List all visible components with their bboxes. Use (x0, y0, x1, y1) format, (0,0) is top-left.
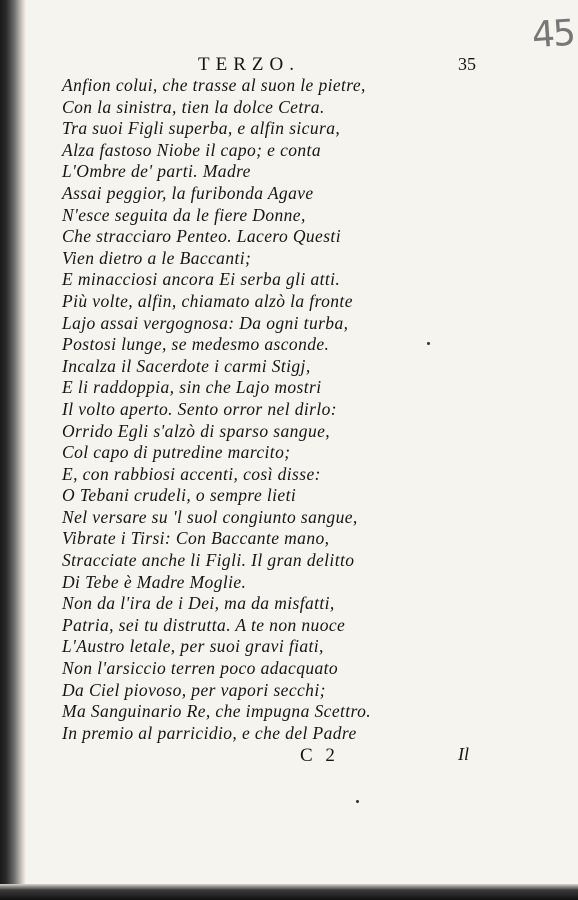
verse-line: Di Tebe è Madre Moglie. (62, 571, 247, 592)
verse-line: Vibrate i Tirsi: Con Baccante mano, (62, 528, 330, 549)
verse-line: Tra suoi Figli superba, e alfin sicura, (62, 118, 341, 139)
binding-gutter (0, 0, 26, 900)
verse-line: Nel versare su 'l suol congiunto sangue, (62, 506, 358, 527)
verse-line: L'Ombre de' parti. Madre (62, 161, 251, 182)
ink-speck (356, 800, 359, 803)
verse-line: Da Ciel piovoso, per vapori secchi; (62, 679, 326, 700)
verse-line: In premio al parricidio, e che del Padre (62, 722, 357, 743)
verse-line: Col capo di putredine marcito; (62, 442, 291, 463)
verse-line: O Tebani crudeli, o sempre lieti (62, 485, 297, 506)
verse-line: Non l'arsiccio terren poco adacquato (62, 658, 339, 679)
handwritten-folio-number: 45 (530, 12, 576, 57)
verse-line: E li raddoppia, sin che Lajo mostri (62, 377, 322, 398)
verse-line: Più volte, alfin, chiamato alzò la fronte (62, 290, 353, 311)
verse-line: E, con rabbiosi accenti, così disse: (62, 463, 321, 484)
verse-line: Anfion colui, che trasse al suon le pietre, (62, 75, 366, 95)
verse-line: Che stracciaro Penteo. Lacero Questi (62, 226, 341, 247)
ink-speck (427, 342, 430, 345)
verse-block (62, 75, 532, 744)
section-title: TERZO. (198, 54, 300, 75)
verse-line: Patria, sei tu distrutta. A te non nuoce (62, 614, 346, 635)
verse-line: Orrido Egli s'alzò di sparso sangue, (62, 420, 331, 441)
page-bottom-edge (0, 884, 578, 900)
verse-line: N'esce seguita da le fiere Donne, (62, 204, 306, 225)
verse-line: Stracciate anche li Figli. Il gran delitto (62, 550, 355, 571)
signature-mark: C 2 (300, 745, 339, 766)
verse-line: E minacciosi ancora Ei serba gli atti. (62, 269, 341, 290)
verse-line: Vien dietro a le Baccanti; (62, 247, 252, 268)
verse-line: Lajo assai vergognosa: Da ogni turba, (62, 312, 349, 333)
verse-line: Con la sinistra, tien la dolce Cetra. (62, 96, 325, 117)
verse-line: Incalza il Sacerdote i carmi Stigj, (62, 355, 311, 376)
page-number: 35 (458, 54, 476, 74)
verse-line: Il volto aperto. Sento orror nel dirlo: (62, 398, 337, 419)
verse-line: Ma Sanguinario Re, che impugna Scettro. (62, 701, 371, 722)
verse-line: L'Austro letale, per suoi gravi fiati, (62, 636, 324, 657)
verse-line: Alza fastoso Niobe il capo; e conta (62, 139, 321, 160)
verse-line: Assai peggior, la furibonda Agave (62, 182, 314, 203)
catchword: Il (458, 744, 469, 764)
verse-line: Postosi lunge, se medesmo asconde. (62, 334, 330, 355)
verse-line: Non da l'ira de i Dei, ma da misfatti, (62, 593, 335, 614)
